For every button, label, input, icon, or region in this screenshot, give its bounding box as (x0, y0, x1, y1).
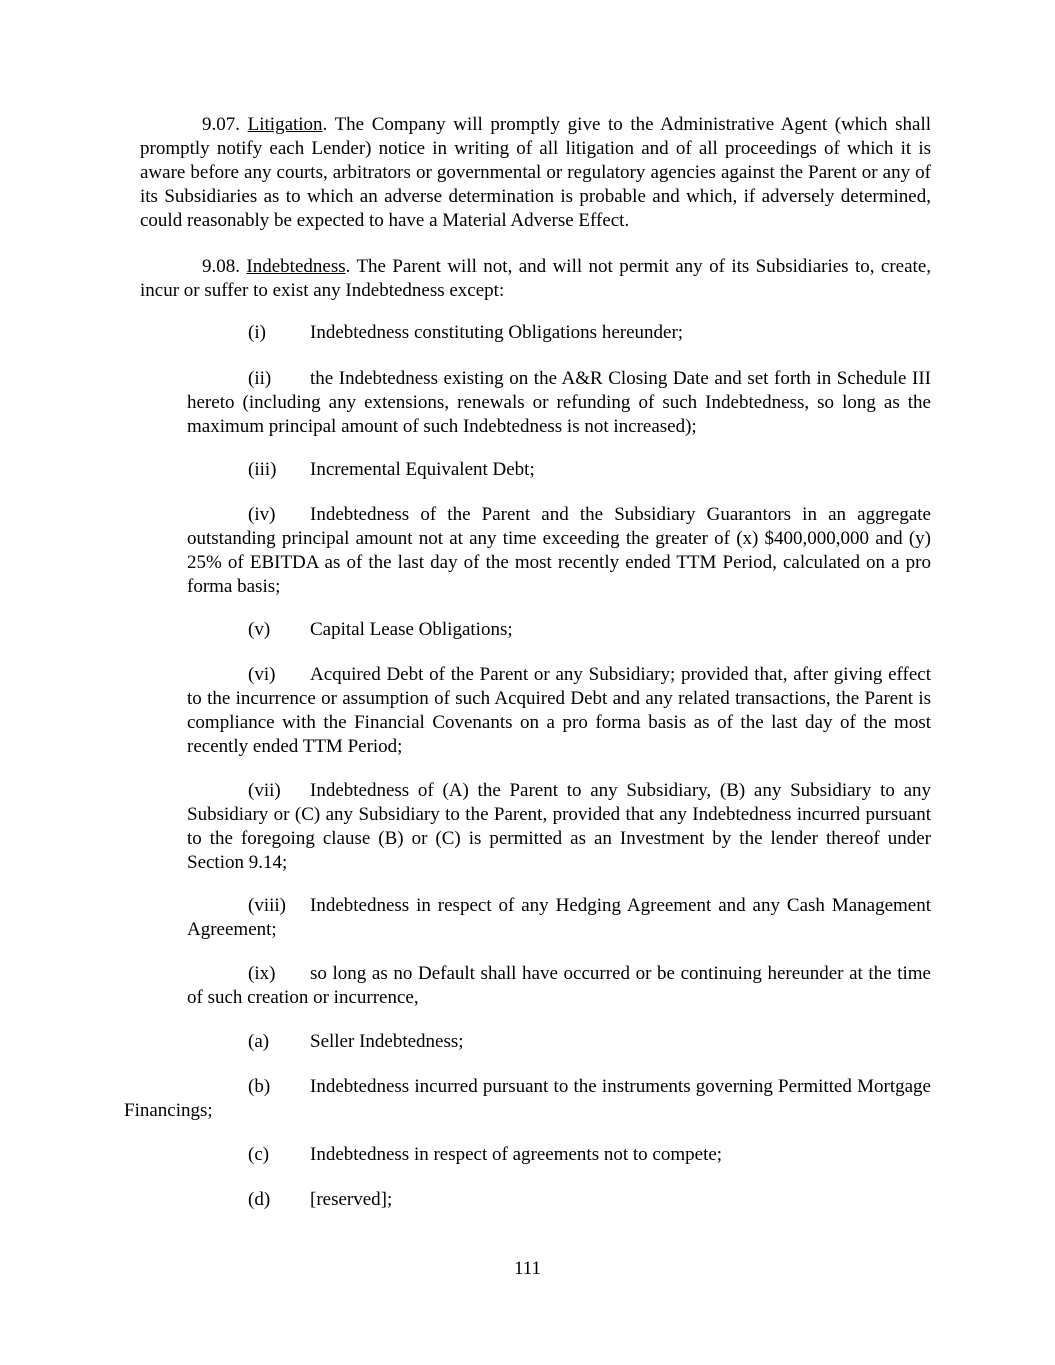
item-text: Indebtedness in respect of agreements not to compete; (310, 1144, 723, 1165)
list-item (187, 367, 931, 439)
sub-list-item (187, 1188, 931, 1212)
item-label: (b) (248, 1076, 271, 1097)
section-9-07 (140, 113, 931, 233)
list-item (187, 458, 931, 482)
item-label: (i) (248, 322, 266, 343)
item-label: (c) (248, 1144, 270, 1165)
item-text: Indebtedness in respect of any Hedging Agreement and any Cash Management Agreement; (187, 895, 931, 940)
sub-list-item (187, 1143, 931, 1167)
list-item (187, 894, 931, 942)
item-label: (d) (248, 1189, 271, 1210)
item-text: so long as no Default shall have occurred or be continuing hereunder at the time of such creation or incurrence, (187, 963, 931, 1008)
item-text: Seller Indebtedness; (310, 1031, 464, 1052)
item-text: Capital Lease Obligations; (310, 619, 513, 640)
item-text: Indebtedness constituting Obligations hereunder; (310, 322, 684, 343)
list-item (187, 779, 931, 875)
item-label: (vi) (248, 664, 276, 685)
section-heading: Indebtedness (246, 256, 346, 277)
item-text: Incremental Equivalent Debt; (310, 459, 535, 480)
item-text: Acquired Debt of the Parent or any Subsidiary; provided that, after giving effect to the incurrence or assumption of such Acquired Debt and any related transactions, the Parent is compliance with the Financial Covenants on a pro forma basis as of the last day of the most recently ended TTM Period; (187, 664, 931, 757)
list-item (187, 503, 931, 599)
item-text: Indebtedness of (A) the Parent to any Subsidiary, (B) any Subsidiary to any Subsidiary or (C) any Subsidiary to the Parent, provided that any Indebtedness incurred pursuant to the foregoing clause (B) or (C) is permitted as an Investment by the lender thereof under Section 9.14; (187, 780, 931, 873)
section-body: . The Company will promptly give to the Administrative Agent (which shall promptly notify each Lender) notice in writing of all litigation and of all proceedings of which it is aware before any courts, arbitrators or governmental or regulatory agencies against the Parent or any of its Subsidiaries as to which an adverse determination is probable and which, if adversely determined, could reasonably be expected to have a Material Adverse Effect. (140, 114, 932, 231)
item-label: (iv) (248, 504, 276, 525)
section-heading: Litigation (247, 114, 323, 135)
page-number: 111 (513, 1258, 542, 1279)
item-label: (iii) (248, 459, 277, 480)
section-9-08 (140, 255, 931, 303)
item-text: the Indebtedness existing on the A&R Closing Date and set forth in Schedule III hereto (including any extensions, renewals or refunding of such Indebtedness, so long as the maximum principal amount of such Indebtedness is not increased); (187, 368, 931, 437)
section-body: . The Parent will not, and will not permit any of its Subsidiaries to, create, incur or suffer to exist any Indebtedness except: (140, 256, 932, 301)
section-number: 9.07. (202, 114, 240, 135)
section-number: 9.08. (202, 256, 240, 277)
item-label: (viii) (248, 895, 286, 916)
item-text: Indebtedness of the Parent and the Subsidiary Guarantors in an aggregate outstanding principal amount not at any time exceeding the greater of (x) $400,000,000 and (y) 25% of EBITDA as of the last day of the most recently ended TTM Period, calculated on a pro forma basis; (187, 504, 931, 597)
item-label: (ix) (248, 963, 276, 984)
item-label: (v) (248, 619, 271, 640)
item-text: [reserved]; (310, 1189, 393, 1210)
item-label: (vii) (248, 780, 281, 801)
sub-list-item (187, 1030, 931, 1054)
item-label: (ii) (248, 368, 272, 389)
list-item (187, 618, 931, 642)
list-item (187, 663, 931, 759)
sub-list-item (124, 1075, 931, 1123)
list-item (187, 321, 931, 345)
item-label: (a) (248, 1031, 270, 1052)
item-text: Indebtedness incurred pursuant to the instruments governing Permitted Mortgage Financings; (124, 1076, 931, 1121)
list-item (187, 962, 931, 1010)
